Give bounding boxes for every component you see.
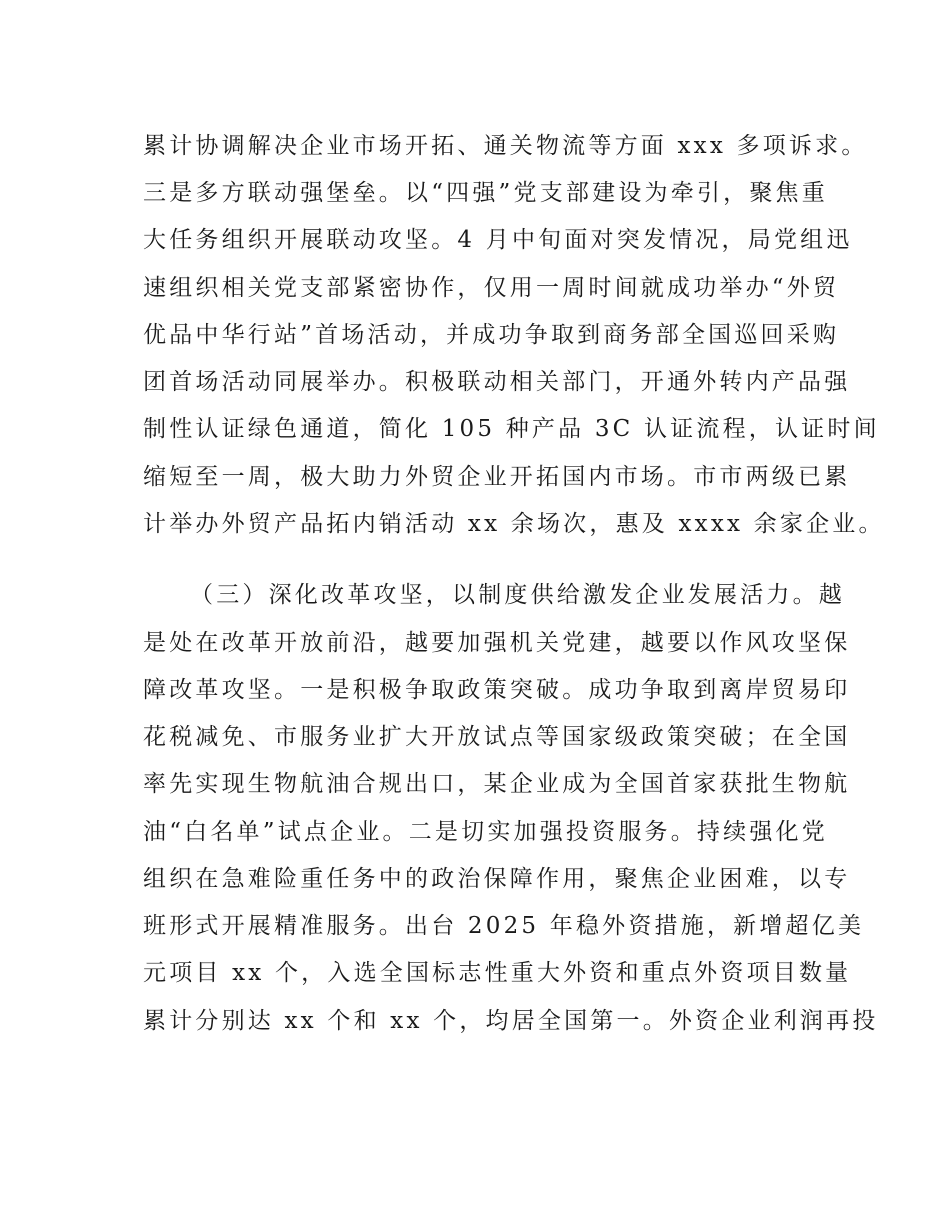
text-line: 大任务组织开展联动攻坚。4 月中旬面对突发情况，局党组迅 bbox=[143, 227, 853, 253]
text-line: 油“白名单”试点企业。二是切实加强投资服务。持续强化党 bbox=[143, 819, 828, 845]
text-line: 率先实现生物航油合规出口，某企业成为全国首家获批生物航 bbox=[143, 771, 851, 797]
text-line: 是处在改革开放前沿，越要加强机关党建，越要以作风攻坚保 bbox=[143, 630, 851, 656]
text-line: 团首场活动同展举办。积极联动相关部门，开通外转内产品强 bbox=[143, 369, 851, 395]
text-line: 优品中华行站”首场活动，并成功争取到商务部全国巡回采购 bbox=[143, 322, 840, 348]
paragraph-heading-line: （三）深化改革攻坚，以制度供给激发企业发展活力。越 bbox=[190, 582, 845, 608]
text-line: 三是多方联动强堡垒。以“四强”党支部建设为牵引，聚焦重 bbox=[143, 180, 828, 206]
text-line: 制性认证绿色通道，简化 105 种产品 3C 认证流程，认证时间 bbox=[143, 416, 880, 442]
text-line: 缩短至一周，极大助力外贸企业开拓国内市场。市市两级已累 bbox=[143, 464, 851, 490]
text-line: 速组织相关党支部紧密协作，仅用一周时间就成功举办“外贸 bbox=[143, 275, 840, 301]
text-line: 累计分别达 xx 个和 xx 个，均居全国第一。外资企业利润再投 bbox=[143, 1008, 879, 1034]
text-line: 花税减免、市服务业扩大开放试点等国家级政策突破；在全国 bbox=[143, 724, 851, 750]
text-line: 障改革攻坚。一是积极争取政策突破。成功争取到离岸贸易印 bbox=[143, 677, 851, 703]
text-line: 计举办外贸产品拓内销活动 xx 余场次，惠及 xxxx 余家企业。 bbox=[143, 511, 885, 537]
text-line: 元项目 xx 个，入选全国标志性重大外资和重点外资项目数量 bbox=[143, 960, 852, 986]
text-line: 累计协调解决企业市场开拓、通关物流等方面 xxx 多项诉求。 bbox=[143, 133, 868, 159]
text-line: 班形式开展精准服务。出台 2025 年稳外资措施，新增超亿美 bbox=[143, 913, 865, 939]
text-line: 组织在急难险重任务中的政治保障作用，聚焦企业困难，以专 bbox=[143, 866, 851, 892]
